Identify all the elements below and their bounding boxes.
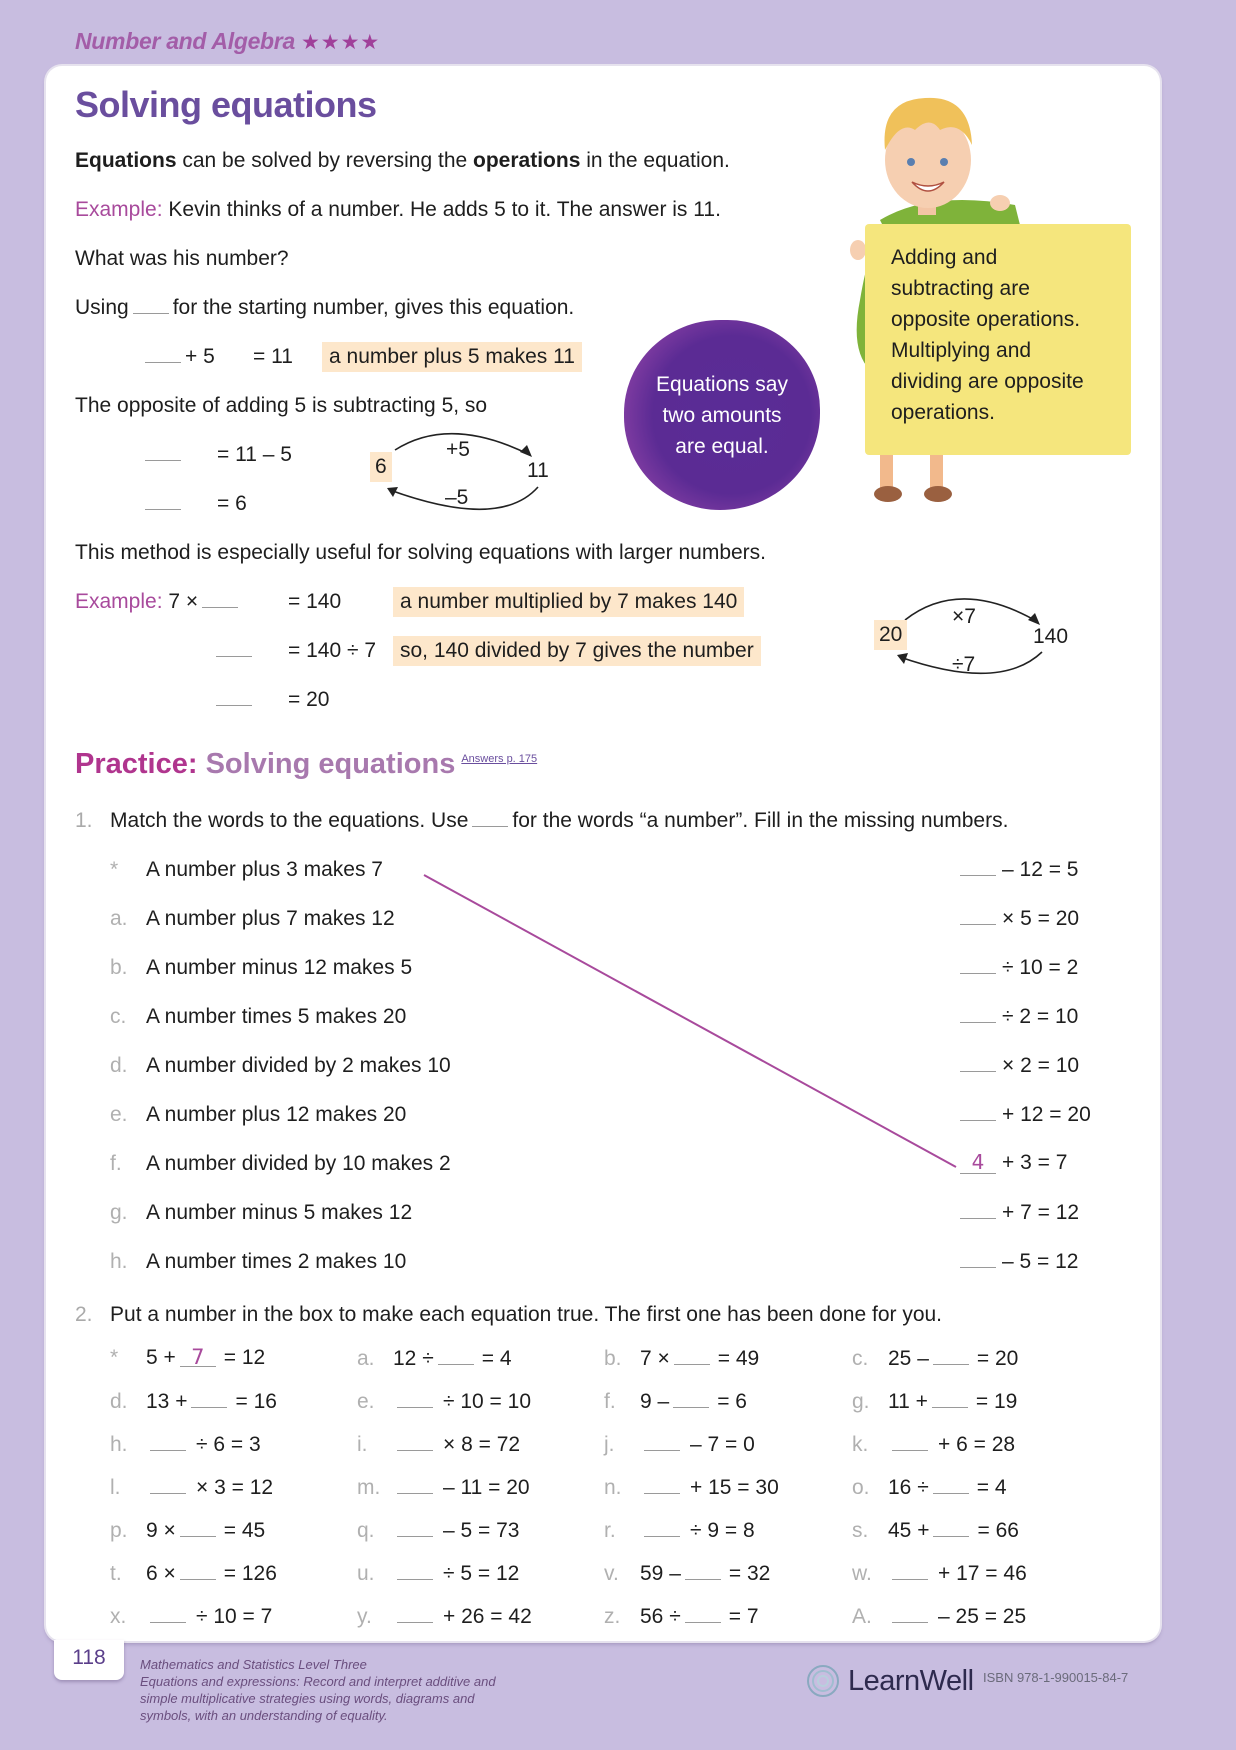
answer-box[interactable] xyxy=(191,1389,227,1408)
item-text: A number times 5 makes 20 xyxy=(146,1005,407,1028)
answer-box[interactable] xyxy=(180,1518,216,1537)
answer-box[interactable] xyxy=(397,1518,433,1537)
equation-rest: ÷ 10 = 2 xyxy=(1002,956,1079,979)
answer-box[interactable] xyxy=(933,1346,969,1365)
match-equation-item[interactable] xyxy=(960,1102,1091,1127)
equation-post: × 8 = 72 xyxy=(443,1433,521,1456)
item-label: e. xyxy=(357,1390,375,1413)
match-word-item[interactable] xyxy=(110,1151,451,1177)
page-number: 118 xyxy=(54,1640,124,1680)
equation-item[interactable] xyxy=(357,1518,519,1543)
equation-post: + 26 = 42 xyxy=(443,1605,532,1628)
diagram1-end: 11 xyxy=(527,459,549,482)
match-word-item[interactable] xyxy=(110,857,383,883)
equation-1: + 5 xyxy=(145,344,215,370)
equation-rest: × 5 = 20 xyxy=(1002,907,1080,930)
item-label: i. xyxy=(357,1433,368,1456)
opposite-text: The opposite of adding 5 is subtracting 5, so xyxy=(75,394,488,417)
equation-pre: 45 + xyxy=(888,1519,930,1542)
match-equation-item[interactable] xyxy=(960,1200,1079,1225)
answer-box[interactable] xyxy=(892,1561,928,1580)
equation-post: = 32 xyxy=(728,1562,771,1585)
item-label: n. xyxy=(604,1476,622,1499)
answer-blank[interactable] xyxy=(960,857,996,876)
equation-post: = 45 xyxy=(223,1519,266,1542)
item-label: * xyxy=(110,858,119,881)
answer-blank[interactable] xyxy=(960,1249,996,1268)
strand-label: Number and Algebra xyxy=(75,28,295,54)
equation-post: = 7 xyxy=(728,1605,759,1628)
answer-box[interactable] xyxy=(150,1475,186,1494)
equation-post: = 19 xyxy=(975,1390,1018,1413)
equation-item[interactable] xyxy=(357,1346,512,1371)
diagram1-inverse-op: –5 xyxy=(445,486,469,509)
equation-post: ÷ 10 = 10 xyxy=(443,1390,532,1413)
equation-pre: 9 – xyxy=(640,1390,670,1413)
equation-pre: 16 ÷ xyxy=(888,1476,929,1499)
item-label: f. xyxy=(110,1152,122,1175)
match-word-item[interactable] xyxy=(110,1004,406,1030)
equation-post: – 5 = 73 xyxy=(443,1519,520,1542)
equation-pre: 6 × xyxy=(146,1562,176,1585)
answer-box[interactable] xyxy=(932,1389,968,1408)
item-text: A number divided by 10 makes 2 xyxy=(146,1152,451,1175)
example2-eq3-rhs: = 20 xyxy=(288,688,330,711)
answer-box[interactable] xyxy=(685,1604,721,1623)
equation-post: – 25 = 25 xyxy=(938,1605,1027,1628)
equation-post: ÷ 10 = 7 xyxy=(196,1605,273,1628)
equation-post: – 11 = 20 xyxy=(443,1476,530,1499)
example1-text: Example: Kevin thinks of a number. He adds 5 to it. The answer is 11. xyxy=(75,198,721,221)
answer-box[interactable] xyxy=(673,1389,709,1408)
answer-box[interactable] xyxy=(644,1432,680,1451)
equation-pre: 5 + xyxy=(146,1346,176,1369)
answer-box[interactable] xyxy=(674,1346,710,1365)
answer-blank[interactable] xyxy=(960,955,996,974)
equation-post: ÷ 6 = 3 xyxy=(196,1433,261,1456)
item-text: A number plus 3 makes 7 xyxy=(146,858,383,881)
answer-box[interactable] xyxy=(180,1561,216,1580)
answer-box[interactable] xyxy=(397,1475,433,1494)
equation-item[interactable] xyxy=(852,1389,1017,1414)
item-label: c. xyxy=(852,1347,869,1370)
equation-item[interactable] xyxy=(852,1475,1007,1500)
match-equation-item[interactable] xyxy=(960,1249,1078,1274)
method-text: This method is especially useful for solving equations with larger numbers. xyxy=(75,541,767,564)
equation-post: = 4 xyxy=(481,1347,512,1370)
equation-item[interactable] xyxy=(604,1604,759,1629)
equation-pre: 11 + xyxy=(888,1390,928,1413)
match-equation-item[interactable] xyxy=(960,955,1078,980)
equation-rest: + 12 = 20 xyxy=(1002,1103,1091,1126)
example2-eq1: Example: 7 × xyxy=(75,589,242,615)
equation-post: = 126 xyxy=(223,1562,277,1585)
equation-3 xyxy=(145,491,185,517)
item-label: b. xyxy=(110,956,128,979)
equation-pre: 59 – xyxy=(640,1562,681,1585)
equation-post: ÷ 5 = 12 xyxy=(443,1562,520,1585)
answer-blank[interactable] xyxy=(960,1053,996,1072)
example2-eq2 xyxy=(216,638,256,664)
equation-item[interactable] xyxy=(852,1604,1026,1629)
item-label: l. xyxy=(110,1476,121,1499)
equation-post: = 20 xyxy=(976,1347,1019,1370)
equation-rest: + 3 = 7 xyxy=(1002,1151,1068,1174)
equation-item[interactable] xyxy=(357,1389,531,1414)
example2-eq1-note: a number multiplied by 7 makes 140 xyxy=(393,587,744,617)
item-text: A number times 2 makes 10 xyxy=(146,1250,407,1273)
diagram2-forward-op: ×7 xyxy=(952,605,976,628)
equation-item[interactable] xyxy=(852,1561,1027,1586)
equation-item[interactable] xyxy=(852,1518,1019,1543)
page-title: Solving equations xyxy=(75,84,377,125)
equation-pre: 7 × xyxy=(640,1347,670,1370)
item-label: w. xyxy=(852,1562,872,1585)
q1-instructions: 1. Match the words to the equations. Use for the words “a number”. Fill in the missing numbers. xyxy=(75,809,1009,832)
answer-box[interactable] xyxy=(892,1432,928,1451)
item-label: h. xyxy=(110,1433,128,1456)
equation-post: = 66 xyxy=(977,1519,1019,1542)
equation-item[interactable] xyxy=(604,1475,779,1500)
item-label: j. xyxy=(604,1433,615,1456)
equation-rest: ÷ 2 = 10 xyxy=(1002,1005,1079,1028)
equation-item[interactable] xyxy=(604,1432,755,1457)
equation-3-rhs: = 6 xyxy=(217,492,247,515)
item-label: d. xyxy=(110,1390,128,1413)
equation-post: + 6 = 28 xyxy=(938,1433,1016,1456)
answer-box[interactable] xyxy=(933,1518,969,1537)
equation-post: = 16 xyxy=(235,1390,277,1413)
item-text: A number minus 5 makes 12 xyxy=(146,1201,413,1224)
equation-pre: 9 × xyxy=(146,1519,176,1542)
equation-post: × 3 = 12 xyxy=(196,1476,274,1499)
equation-post: = 12 xyxy=(223,1346,266,1369)
match-word-item[interactable] xyxy=(110,1053,451,1079)
example2-eq3 xyxy=(216,687,256,713)
example1-question: What was his number? xyxy=(75,247,289,270)
equation-post: + 15 = 30 xyxy=(690,1476,779,1499)
answer-box[interactable] xyxy=(397,1389,433,1408)
equation-post: – 7 = 0 xyxy=(690,1433,755,1456)
equation-rest: + 7 = 12 xyxy=(1002,1201,1080,1224)
item-text: A number divided by 2 makes 10 xyxy=(146,1054,451,1077)
answer-box[interactable] xyxy=(438,1346,474,1365)
equation-item[interactable] xyxy=(110,1346,265,1370)
practice-heading: Practice: Solving equations $^{Answers p. 175}$ xyxy=(75,748,538,780)
answers-link[interactable]: Answers p. 175 xyxy=(461,753,538,766)
equation-item[interactable] xyxy=(110,1561,277,1586)
match-equation-item[interactable] xyxy=(960,1004,1078,1029)
item-text: A number plus 12 makes 20 xyxy=(146,1103,407,1126)
equation-1-rhs: = 11 xyxy=(253,345,293,368)
publisher-logo xyxy=(806,1664,974,1698)
item-label: b. xyxy=(604,1347,622,1370)
answer-box[interactable] xyxy=(397,1604,433,1623)
equation-2-rhs: = 11 – 5 xyxy=(217,443,292,466)
strand-heading xyxy=(75,28,380,55)
item-label: u. xyxy=(357,1562,375,1585)
equation-item[interactable] xyxy=(604,1561,770,1586)
answer-blank[interactable] xyxy=(960,1200,996,1219)
match-equation-item[interactable] xyxy=(960,1151,1067,1175)
equation-post: = 4 xyxy=(976,1476,1007,1499)
equation-post: + 17 = 46 xyxy=(938,1562,1027,1585)
diagram2-inverse-op: ÷7 xyxy=(952,653,976,676)
equation-rest: – 12 = 5 xyxy=(1002,858,1079,881)
item-label: q. xyxy=(357,1519,375,1542)
match-word-item[interactable] xyxy=(110,955,412,981)
item-label: m. xyxy=(357,1476,381,1499)
item-label: a. xyxy=(357,1347,375,1370)
answer-blank[interactable]: 4 xyxy=(960,1155,996,1174)
equation-item[interactable] xyxy=(604,1389,747,1414)
match-line xyxy=(420,870,960,1170)
equation-pre: 25 – xyxy=(888,1347,929,1370)
equation-post: = 6 xyxy=(717,1390,747,1413)
item-label: a. xyxy=(110,907,128,930)
answer-blank[interactable] xyxy=(960,1004,996,1023)
intro-text: Equations can be solved by reversing the operations in the equation. xyxy=(75,149,730,172)
curriculum-note: Mathematics and Statistics Level Three Equations and expressions: Record and interpret additive and simple multiplicative strategies using words, diagrams and symbols, with an understanding of equality. xyxy=(140,1657,496,1723)
item-text: A number plus 7 makes 12 xyxy=(146,907,395,930)
isbn: ISBN 978-1-990015-84-7 xyxy=(983,1670,1129,1685)
item-label: A. xyxy=(852,1605,872,1628)
item-label: v. xyxy=(604,1562,619,1585)
match-word-item[interactable] xyxy=(110,1200,412,1226)
item-label: y. xyxy=(357,1605,372,1628)
equation-pre: 56 ÷ xyxy=(640,1605,681,1628)
example2-eq2-note: so, 140 divided by 7 gives the number xyxy=(393,636,761,666)
equation-item[interactable] xyxy=(852,1432,1015,1457)
equation-pre: 13 + xyxy=(146,1390,188,1413)
match-word-item[interactable] xyxy=(110,1102,406,1128)
item-label: z. xyxy=(604,1605,621,1628)
match-equation-item[interactable] xyxy=(960,1053,1079,1078)
item-label: s. xyxy=(852,1519,869,1542)
answer-box[interactable] xyxy=(685,1561,721,1580)
q2-instructions: 2. Put a number in the box to make each equation true. The first one has been done for you. xyxy=(75,1303,943,1326)
item-label: g. xyxy=(852,1390,870,1413)
equation-item[interactable] xyxy=(110,1389,277,1414)
answer-box[interactable]: 7 xyxy=(180,1348,216,1367)
item-label: e. xyxy=(110,1103,128,1126)
answer-box[interactable] xyxy=(933,1475,969,1494)
equation-rest: × 2 = 10 xyxy=(1002,1054,1080,1077)
item-label: f. xyxy=(604,1390,616,1413)
equation-item[interactable] xyxy=(110,1475,273,1500)
item-label: d. xyxy=(110,1054,128,1077)
equation-item[interactable] xyxy=(604,1346,759,1371)
example2-eq2-rhs: = 140 ÷ 7 xyxy=(288,639,377,662)
equation-item[interactable] xyxy=(357,1475,530,1500)
diagram1-start: 6 xyxy=(370,452,392,482)
item-label: h. xyxy=(110,1250,128,1273)
equation-rest: – 5 = 12 xyxy=(1002,1250,1079,1273)
answer-box[interactable] xyxy=(150,1604,186,1623)
using-text: Using for the starting number, gives this equation. xyxy=(75,296,575,319)
answer-blank[interactable] xyxy=(960,906,996,925)
match-word-item[interactable] xyxy=(110,1249,406,1275)
answer-box[interactable] xyxy=(397,1561,433,1580)
item-label: p. xyxy=(110,1519,128,1542)
equation-item[interactable] xyxy=(110,1518,265,1543)
diagram2-end: 140 xyxy=(1033,625,1069,648)
answer-box[interactable] xyxy=(150,1432,186,1451)
item-label: g. xyxy=(110,1201,128,1224)
equation-item[interactable] xyxy=(357,1432,520,1457)
equation-post: = 49 xyxy=(717,1347,760,1370)
definition-bubble: Equations say two amounts are equal. xyxy=(624,320,820,510)
diagram2-start: 20 xyxy=(874,620,907,650)
item-text: A number minus 12 makes 5 xyxy=(146,956,413,979)
equation-1-note: a number plus 5 makes 11 xyxy=(322,342,582,372)
equation-item[interactable] xyxy=(357,1604,532,1629)
tip-sign: Adding and subtracting are opposite operations. Multiplying and dividing are opposite operations. xyxy=(865,224,1131,455)
equation-pre: 12 ÷ xyxy=(393,1347,434,1370)
item-label: t. xyxy=(110,1562,122,1585)
difficulty-stars-icon: ★★★★ xyxy=(300,31,381,54)
item-label: x. xyxy=(110,1605,127,1628)
match-word-item[interactable] xyxy=(110,906,395,932)
answer-box[interactable] xyxy=(644,1475,680,1494)
example2-eq1-rhs: = 140 xyxy=(288,590,342,613)
diagram1-forward-op: +5 xyxy=(446,438,470,461)
item-label: k. xyxy=(852,1433,869,1456)
match-equation-item[interactable] xyxy=(960,857,1078,882)
brand-name: LearnWell xyxy=(848,1664,974,1697)
spiral-logo-icon xyxy=(806,1664,840,1698)
item-label: * xyxy=(110,1346,119,1369)
equation-item[interactable] xyxy=(110,1604,272,1629)
answer-box[interactable] xyxy=(644,1518,680,1537)
equation-post: ÷ 9 = 8 xyxy=(690,1519,755,1542)
equation-2 xyxy=(145,442,185,468)
answer-box[interactable] xyxy=(892,1604,928,1623)
answer-blank[interactable] xyxy=(960,1102,996,1121)
equation-item[interactable] xyxy=(110,1432,261,1457)
equation-item[interactable] xyxy=(852,1346,1018,1371)
match-equation-item[interactable] xyxy=(960,906,1079,931)
item-label: c. xyxy=(110,1005,127,1028)
equation-item[interactable] xyxy=(357,1561,519,1586)
item-label: r. xyxy=(604,1519,616,1542)
equation-item[interactable] xyxy=(604,1518,755,1543)
item-label: o. xyxy=(852,1476,870,1499)
answer-box[interactable] xyxy=(397,1432,433,1451)
